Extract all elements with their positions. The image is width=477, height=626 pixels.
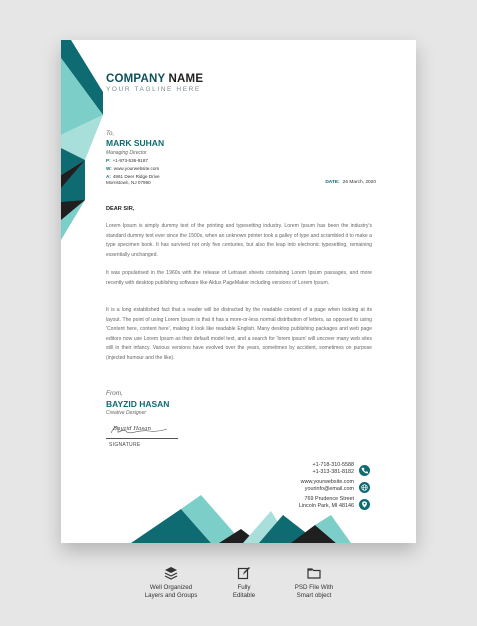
to-label: To, <box>106 131 115 137</box>
company-tagline: YOUR TAGLINE HERE <box>106 86 201 93</box>
feature-psd-line1: PSD File With <box>294 584 334 591</box>
contact-address-2: Lincoln Park, MI 48146 <box>298 503 354 510</box>
salutation: DEAR SIR, <box>106 206 135 212</box>
date-label: DATE: <box>325 180 340 185</box>
contact-phone-2: +1-313-381-8182 <box>312 469 354 476</box>
recipient-title: Managing Director <box>106 150 147 156</box>
feature-psd <box>286 566 342 600</box>
globe-icon <box>359 482 370 493</box>
recipient-phone-key: P: <box>106 158 111 163</box>
feature-layers <box>140 566 202 600</box>
company-name-main: COMPANY <box>106 73 166 85</box>
company-name-accent: NAME <box>168 73 204 85</box>
edit-icon <box>237 566 251 580</box>
contact-website: www.yourwebsite.com <box>300 479 354 485</box>
feature-layers-line1: Well Organized <box>149 584 193 591</box>
contact-email: yourinfo@email.com <box>304 486 354 493</box>
sender-title: Creative Designer <box>106 410 147 416</box>
letterhead-sheet <box>61 40 416 543</box>
location-pin-icon <box>359 499 370 510</box>
recipient-website: www.yourwebsite.com <box>113 166 160 171</box>
signature-line <box>106 438 178 439</box>
body-paragraph-1: Lorem Ipsum is simply dummy text of the printing and typesetting industry. Lorem Ipsum has been the industry's standard dummy text ever since the 1500s, when an unknown printer took a galley of type and scrambled it to make a type specimen book. It has survived not only five centuries, but also the leap into electronic typesetting, remaining essentially unchanged. <box>106 223 372 258</box>
body-paragraph-3: It is a long established fact that a reader will be distracted by the readable content of a page when looking at its layout. The point of using Lorem Ipsum is that it has a more-or-less normal distribution of letters, as opposed to using 'Content here, content here', making it look like readable English. Many desktop publishing packages and web page editors now use Lorem Ipsum as their default model text, and a search for 'lorem ipsum' will uncover many web sites still in their infancy. Various versions have evolved over the years, sometimes by accident, sometimes on purpose (injected humour and the like). <box>106 307 372 361</box>
contact-phones <box>312 462 354 477</box>
recipient-name: MARK SUHAN <box>106 138 165 148</box>
recipient-phone: +1-973-536-9187 <box>112 158 148 163</box>
feature-editable <box>222 566 266 600</box>
recipient-address-1: 4961 Deer Ridge Drive <box>112 174 160 179</box>
date-value: 26 March, 2020 <box>342 180 376 185</box>
phone-icon <box>359 465 370 476</box>
company-name <box>106 73 203 85</box>
contact-address-1: 769 Prudence Street <box>304 496 354 502</box>
bottom-decoration <box>131 495 351 543</box>
sender-name: BAYZID HASAN <box>106 399 170 409</box>
feature-editable-line2: Editable <box>232 592 256 599</box>
recipient-web-line <box>106 166 159 171</box>
feature-psd-line2: Smart object <box>296 592 332 599</box>
letter-date <box>325 180 376 185</box>
feature-editable-line1: Fully <box>237 584 251 591</box>
contact-phone-1: +1-718-310-5588 <box>312 462 354 468</box>
signature-script: Bayzid Hasan <box>113 426 152 432</box>
contact-online <box>301 479 354 494</box>
signature-label: SIGNATURE <box>109 442 141 448</box>
recipient-address-line-2: Morristown, NJ 07960 <box>106 180 151 185</box>
folder-icon <box>307 566 321 580</box>
layers-icon <box>164 566 178 580</box>
from-label: From, <box>106 390 123 397</box>
recipient-address-key: A: <box>106 174 111 179</box>
body-paragraph-2: It was popularised in the 1960s with the release of Letraset sheets containing Lorem Ipsum passages, and more recently with desktop publishing software like Aldus PageMaker including versions of Lorem Ipsum. <box>106 270 372 286</box>
recipient-web-key: W: <box>106 166 112 171</box>
feature-layers-line2: Layers and Groups <box>144 592 198 599</box>
recipient-phone-line <box>106 158 148 163</box>
recipient-address-line <box>106 174 160 179</box>
